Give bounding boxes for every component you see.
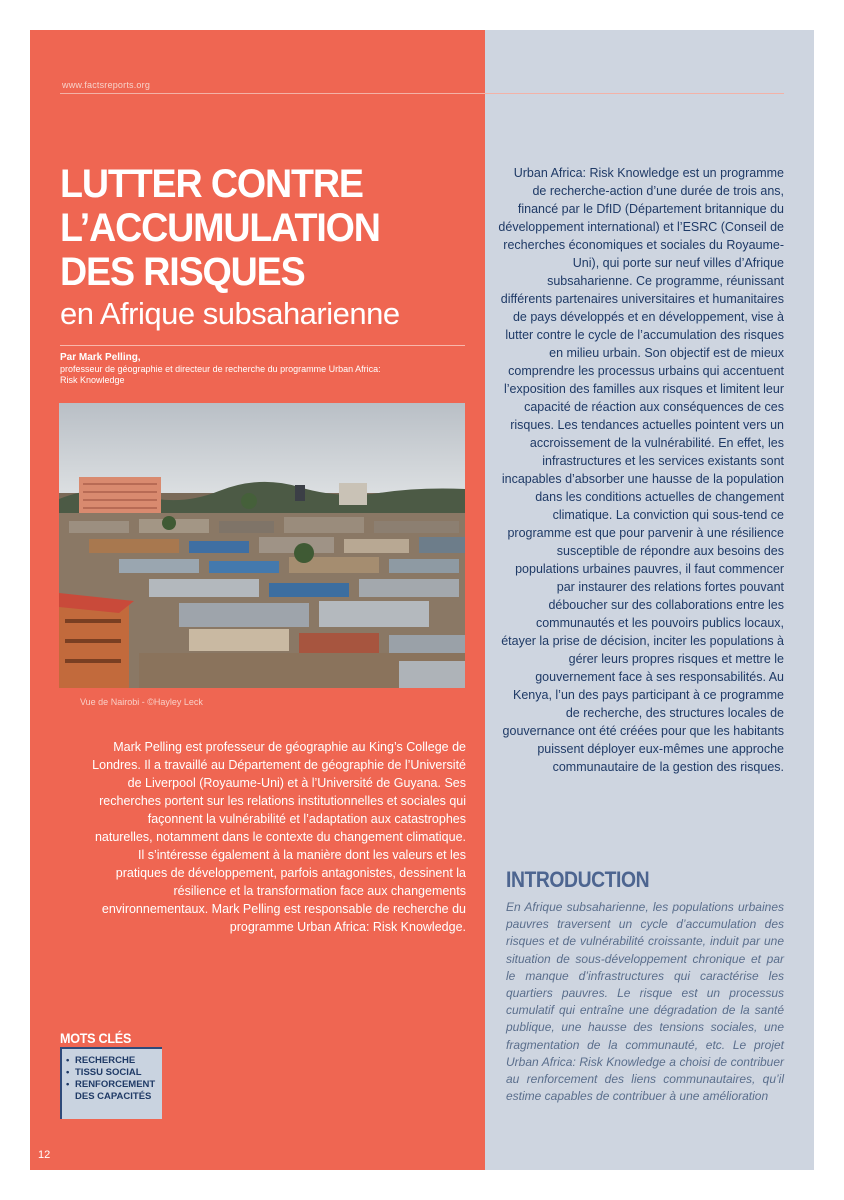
title-line-1: LUTTER CONTRE [60, 162, 363, 206]
article-subtitle: en Afrique subsaharienne [60, 296, 400, 331]
site-url: www.factsreports.org [62, 80, 151, 90]
nairobi-photo [59, 403, 465, 688]
title-line-2: L’ACCUMULATION [60, 206, 380, 250]
article-title [60, 162, 455, 294]
page-number: 12 [38, 1149, 51, 1161]
section-body: En Afrique subsaharienne, les populations urbaines pauvres traversent un cycle d’accumulation des risques et de vulnérabilité croissante, induit par une situation de sous-développement chronique et par le manque d’infrastructures qui caractérise les quartiers pauvres. Le risque est un processus cumulatif qui entraîne une dégradation de la santé publique, une hausse des tensions sociales, une fragmentation de la communauté, etc. Le projet Urban Africa: Risk Knowledge a choisi de contribuer au renforcement des liens communautaires, qu’il estime capables de contribuer à une amélioration [506, 900, 784, 1104]
section-heading: INTRODUCTION [506, 867, 650, 892]
author-name: Par Mark Pelling, [60, 352, 141, 363]
author-bio: Mark Pelling est professeur de géographie au King’s College de Londres. Il a travaillé au Département de géographie de l’Université de Liverpool (Royaume-Uni) et à l’Université de Guyana. Ses recherches portent sur les relations institutionnelles et sociales qui façonnent la vulnérabilité et l’adaptation aux catastrophes naturelles, notamment dans le contexte du changement climatique. Il s’intéresse également à la manière dont les valeurs et les pratiques de développement, parfois antagonistes, dessinent la résilience et la transformation face aux changements environnementaux. Mark Pelling est responsable de recherche du programme Urban Africa: Risk Knowledge. [92, 740, 466, 934]
keyword-item: • RECHERCHE [66, 1055, 136, 1066]
photo-caption: Vue de Nairobi - ©Hayley Leck [80, 697, 203, 707]
title-rule [60, 345, 465, 346]
keywords-title: MOTS CLÉS [60, 1030, 132, 1046]
title-line-3: DES RISQUES [60, 250, 305, 294]
keywords-box [60, 1047, 162, 1119]
keyword-item: • RENFORCEMENT [66, 1079, 156, 1090]
intro-paragraph: Urban Africa: Risk Knowledge est un programme de recherche-action d’une durée de trois ans, financé par le DfID (Département britannique du développement international) et l’ESRC (Conseil de recherches économiques et sociales du Royaume-Uni), qui porte sur neuf villes d’Afrique subsaharienne. Ce programme, réunissant différents partenaires universitaires et humanitaires de pays développés et en développement, vise à lutter contre le cycle de l’accumulation des risques en milieu urbain. Son objectif est de mieux comprendre les processus urbains qui accentuent l’exposition des familles aux risques et limitent leur capacité de réaction aux conséquences de ces risques. Les tendances actuelles pointent vers un accroissement de la vulnérabilité. En effet, les infrastructures et les services existants sont incapables d’absorber une hausse de la population dans les conditions actuelles de changement climatique. La conviction qui sous-tend ce programme est que pour parvenir à une résilience susceptible de répondre aux besoins des populations urbaines pauvres, il faut commencer par instaurer des relations fortes pouvant déboucher sur des collaborations entre les communautés et les pouvoirs publics locaux, étayer la prise de décision, inciter les populations à gérer leurs propres risques et mettre le gouvernement face à ses responsabilités. Au Kenya, l’un des pays participant à ce programme de recherche, des structures locales de gouvernance ont été créées pour que les habitants puissent déployer eux-mêmes une approche communautaire de la gestion des risques. [498, 166, 784, 774]
header-rule [60, 93, 784, 94]
keyword-item: DES CAPACITÉS [75, 1091, 152, 1102]
keyword-item: • TISSU SOCIAL [66, 1067, 142, 1078]
author-role: professeur de géographie et directeur de recherche du programme Urban Africa: Risk Knowledge [60, 364, 381, 385]
keywords-list [66, 1055, 162, 1103]
